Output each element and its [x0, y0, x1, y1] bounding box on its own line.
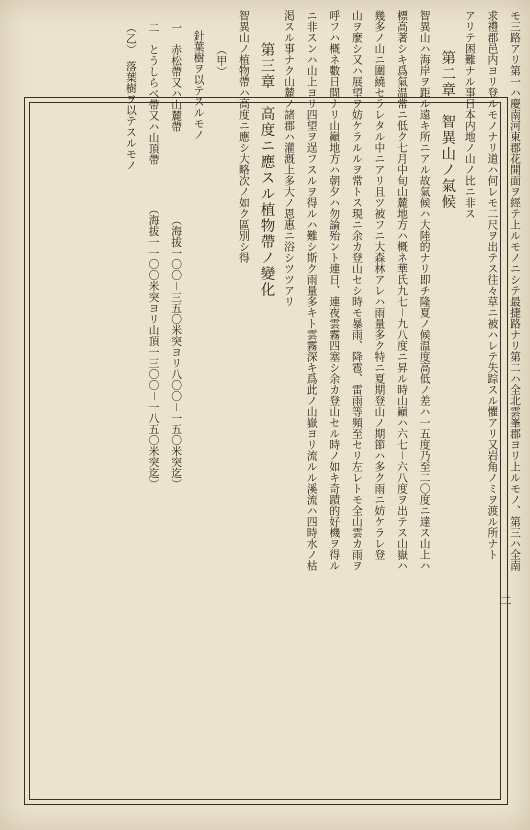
page-number: 二: [499, 595, 512, 608]
text-line: 求禮郡邑内ヨリ登ルモノナリ道ハ何レモ二尺ヲ出テス往々草ニ被ハレテ失踪スル懼アリ又岩角ノミヲ渡ル所ナト: [486, 10, 500, 560]
text-line: 標高著シキ爲氣温常ニ低ク七月中旬山麓地方ハ概ネ華氏九七－九八度ニ昇ル時山巓ハ六七－六八度ヲ出テス山嶽ハ: [396, 10, 410, 571]
chapter-3-heading: 第三章 高度ニ應スル植物帶ノ變化: [258, 42, 275, 298]
text-line: 山ヲ麼シ又ハ展望ヲ妨ケラルルヲ常トス現ニ余カ登山セシ時モ暴雨、降雹、雷雨等頻至セリ左レトモ全山雲カ雨ヲ: [350, 10, 364, 571]
text-line: ニ非スンハ山上ヨリ四望ヲ逞フスルヲ得ルハ難シ斯ク雨量多キト雲霧深キ爲此ノ山嶽ヨリ流ルル溪流ハ四時水ノ枯: [305, 10, 319, 571]
chapter-3-intro: 智異山ノ植物帶ハ高度ニ應シ大略次ノ如ク區別シ得: [237, 10, 251, 263]
list-item: 針葉樹ヲ以テスルモノ: [192, 30, 206, 140]
chapter-2-heading: 第二章 智異山ノ氣候: [439, 50, 456, 210]
text-line: 幾多ノ山ニ圍繞セラレタル中ニアリ且ツ被フニ大森林アレハ雨量多ク特ニ夏期登山ノ期節ハ多ク雨ニ妨ケラレ登: [373, 10, 387, 560]
text-line: 渇スル事ナク山麓ノ諸郡ハ灌漑上多大ノ恩惠ニ浴シツツアリ: [283, 10, 297, 307]
chapter-2-paragraph: [277, 10, 435, 770]
text-line: モ三路アリ第一ハ慶南河東郡花開面ヲ經テ上ルモノニシテ最捷路ナリ第二ハ全北雲峯郡ヨリ上ルモノ、第三ハ全南: [509, 10, 522, 571]
continued-paragraph: [458, 10, 526, 770]
list-item: （甲）: [215, 44, 229, 77]
list-item: 二 とうしらべ帶又ハ山頂帶 （海拔一一〇〇米突ヨリ山頂一三〇〇－一八五〇米突迄）: [147, 22, 161, 490]
list-item: （乙） 落葉樹ヲ以テスルモノ: [124, 22, 138, 171]
text-line: 呼フハ概ネ數日間ナリ山巓地方ハ朝夕ハ勿論殆ント連日、連夜雲霧四塞シ余カ登山セル時ノ如キ奇蹟的好機ヲ得ル: [328, 10, 342, 571]
text-line: アリテ困難ナル事日本内地ノ山ノ比ニ非ス: [463, 10, 477, 219]
text-line: 智異山ハ海岸ヲ距ル遠キ所ニアル故氣候ハ大陸的ナリ即チ隆夏ノ候温度高低ノ差ハ一五度乃至二〇度ニ達ス山上ハ: [418, 10, 432, 571]
list-item: 一 赤松帶又ハ山麓帶 （海拔一〇〇－三五〇米突ヨリ八〇〇－一五〇米突迄）: [170, 22, 184, 490]
body-text: [52, 10, 526, 770]
